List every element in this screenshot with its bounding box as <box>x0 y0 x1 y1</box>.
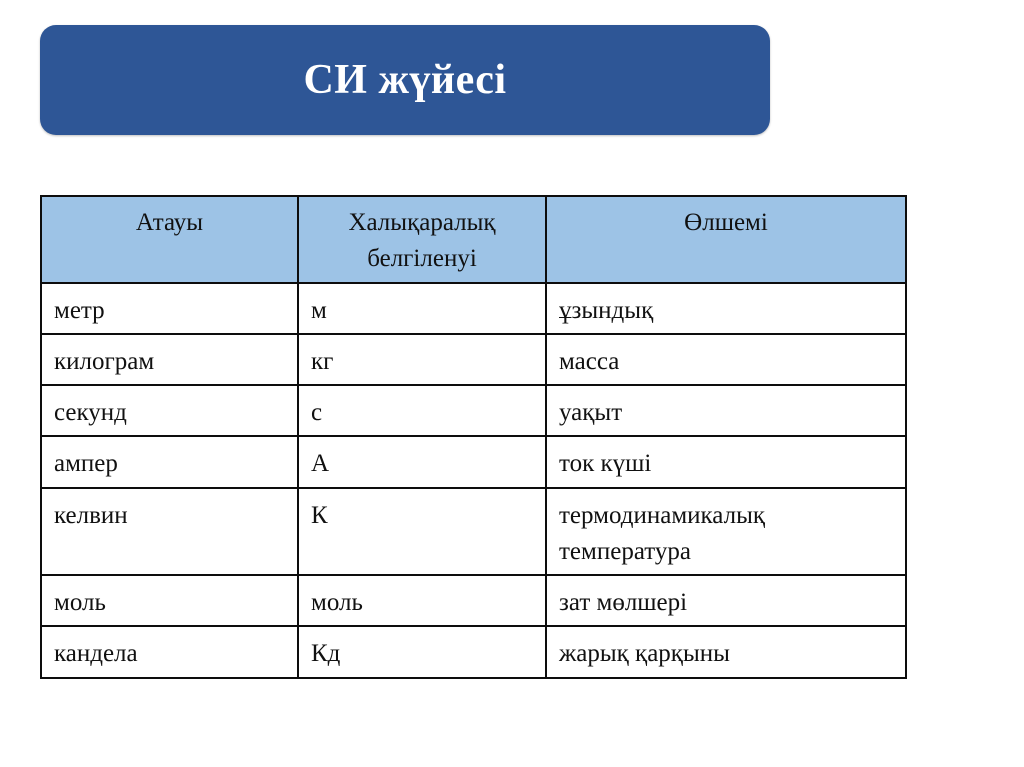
table-cell: ток күші <box>546 436 906 487</box>
slide-title: СИ жүйесі <box>303 57 507 103</box>
table-cell: с <box>298 385 546 436</box>
table-cell: м <box>298 283 546 334</box>
table-row <box>41 436 906 487</box>
table-cell: жарық қарқыны <box>546 626 906 677</box>
table-row <box>41 283 906 334</box>
si-units-table <box>40 195 907 679</box>
table-cell: ұзындық <box>546 283 906 334</box>
table-row <box>41 385 906 436</box>
table-cell: кг <box>298 334 546 385</box>
table-cell: кандела <box>41 626 298 677</box>
column-header-name: Атауы <box>41 196 298 283</box>
column-header-symbol: Халықаралық белгіленуі <box>298 196 546 283</box>
table-cell: К <box>298 488 546 576</box>
table-cell: зат мөлшері <box>546 575 906 626</box>
table-cell: моль <box>41 575 298 626</box>
table-cell: килограм <box>41 334 298 385</box>
table-row <box>41 334 906 385</box>
table-row <box>41 575 906 626</box>
table-cell: келвин <box>41 488 298 576</box>
table-cell: метр <box>41 283 298 334</box>
table-cell: моль <box>298 575 546 626</box>
table-cell: масса <box>546 334 906 385</box>
column-header-quantity: Өлшемі <box>546 196 906 283</box>
table-cell: Кд <box>298 626 546 677</box>
table-cell: термодинамикалық температура <box>546 488 906 576</box>
table-row <box>41 488 906 576</box>
table-cell: ампер <box>41 436 298 487</box>
table-cell: А <box>298 436 546 487</box>
slide-title-banner <box>40 25 770 135</box>
table-cell: уақыт <box>546 385 906 436</box>
table-row <box>41 626 906 677</box>
table-header-row <box>41 196 906 283</box>
table-cell: секунд <box>41 385 298 436</box>
